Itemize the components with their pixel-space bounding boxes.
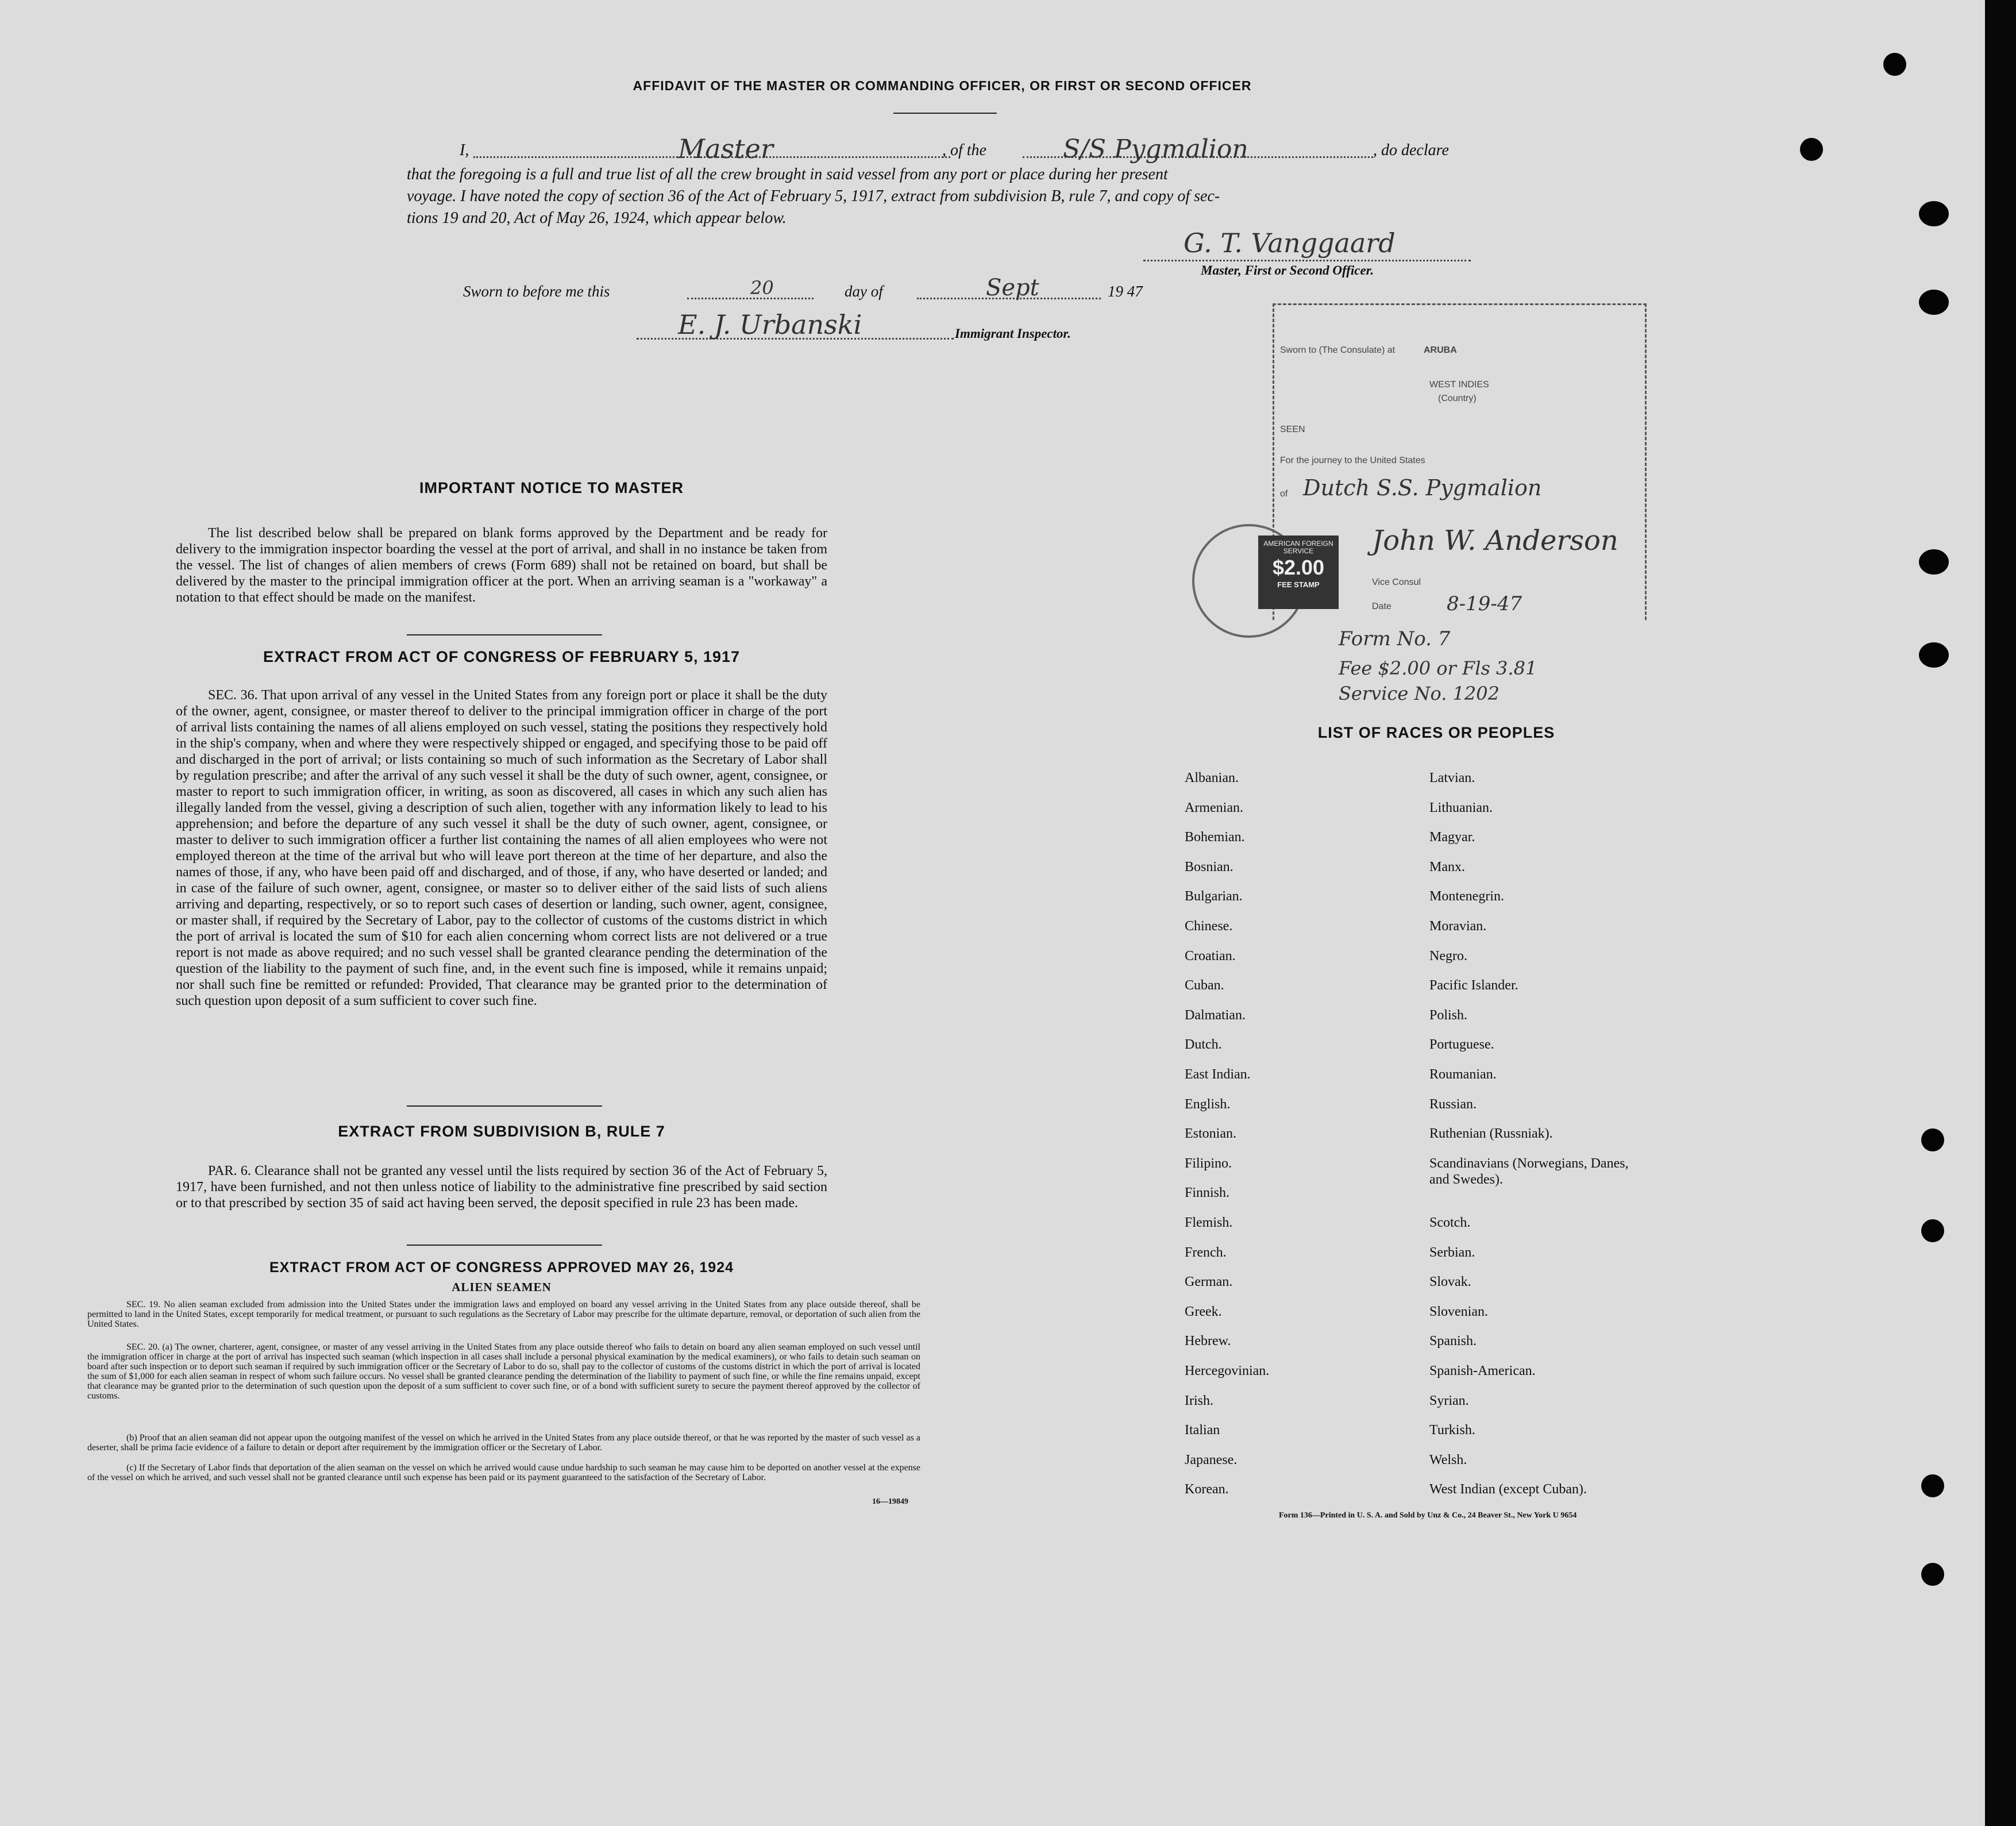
fee-stamp-bottom: FEE STAMP bbox=[1277, 580, 1320, 589]
affidavit-line2: that the foregoing is a full and true list of all the crew brought in said vessel from any port or place during her present bbox=[407, 165, 1168, 183]
fee-stamp bbox=[1258, 536, 1339, 609]
rule7-rule bbox=[407, 1245, 602, 1246]
notice-rule bbox=[407, 634, 602, 635]
stamp-vessel-handwritten: Dutch S.S. Pygmalion bbox=[1303, 475, 1542, 500]
binder-hole bbox=[1883, 53, 1906, 76]
binder-hole bbox=[1919, 201, 1949, 226]
consul-signature: John W. Anderson bbox=[1372, 525, 1618, 557]
extract-1917-rule bbox=[407, 1105, 602, 1107]
race-item: Dalmatian. bbox=[1185, 1008, 1246, 1023]
race-item: Syrian. bbox=[1429, 1393, 1469, 1408]
extract-1924-sec20c: (c) If the Secretary of Labor finds that deportation of the alien seaman on the vessel on which he arrived would cause undue hardship to such seaman he may cause him to be deported on another vessel at the expense of the vessel on which he arrived, and such vessel shall not be granted clearance until such expense has been paid or its payment guaranteed to the satisfaction of the Secretary of Labor. bbox=[87, 1463, 920, 1482]
affidavit-line4: tions 19 and 20, Act of May 26, 1924, which appear below. bbox=[407, 209, 787, 227]
binder-hole bbox=[1800, 138, 1823, 161]
race-item: English. bbox=[1185, 1097, 1231, 1112]
race-item: Roumanian. bbox=[1429, 1067, 1497, 1082]
extract-1917-title: EXTRACT FROM ACT OF CONGRESS OF FEBRUARY 5, 1917 bbox=[263, 648, 741, 665]
affidavit-line3: voyage. I have noted the copy of section 36 of the Act of February 5, 1917, extract from subdivision B, rule 7, and copy of sec- bbox=[407, 187, 1220, 205]
race-item: Albanian. bbox=[1185, 771, 1239, 785]
day-of-label: day of bbox=[845, 283, 883, 300]
race-item: Estonian. bbox=[1185, 1126, 1236, 1141]
title-rule bbox=[893, 113, 997, 114]
stamp-line-of: of bbox=[1280, 489, 1288, 499]
binder-hole bbox=[1919, 290, 1949, 315]
race-item: Hercegovinian. bbox=[1185, 1363, 1270, 1378]
binder-hole bbox=[1921, 1128, 1944, 1151]
stamp-line-vice-consul: Vice Consul bbox=[1372, 577, 1421, 587]
race-item: French. bbox=[1185, 1245, 1227, 1260]
form-code: 16—19849 bbox=[872, 1497, 908, 1506]
stamp-line-date: Date bbox=[1372, 602, 1391, 611]
race-item: Flemish. bbox=[1185, 1215, 1233, 1230]
binder-hole bbox=[1919, 549, 1949, 575]
race-item: Croatian. bbox=[1185, 949, 1236, 964]
extract-1917-text: SEC. 36. That upon arrival of any vessel in the United States from any foreign port or place it shall be the duty of the owner, agent, consignee, or master thereof to deliver to the principal immigration officer in charge of the port of arrival lists containing the names of all aliens employed on such vessel, stating the positions they respectively hold in the ship's company, when and where they were respectively shipped or engaged, and specifying those to be paid off and discharged in the port of arrival; or lists containing so much of such information as the Secretary of Labor shall by regulation prescribe; and after the arrival of any such vessel it shall be the duty of such owner, agent, consignee, or master to report to such immigration officer, in writing, as soon as discovered, all cases in which any such alien has illegally landed from the vessel, giving a description of such alien, together with any information likely to lead to his apprehension; and before the departure of any such vessel it shall be the duty of such owner, agent, consignee, or master to deliver to such immigration officer a further list containing the names of all alien employees who were not employed thereon at the time of the arrival but who will leave port thereon at the time of her departure, and also the names of those, if any, who have been paid off and discharged, and of those, if any, who have deserted or landed; and in case of the failure of such owner, agent, consignee, or master so to deliver either of the said lists of such aliens arriving and departing, respectively, or so to report such cases of desertion or landing, such owner, agent, consignee, or master shall, if required by the Secretary of Labor, pay to the collector of customs of the customs district in which the port of arrival is located the sum of $10 for each alien concerning whom correct lists are not delivered or a true report is not made as above required; and no such vessel shall be granted clearance pending the determination of the question of the liability to the payment of such fine, and, in the event such fine is imposed, while it remains unpaid; nor shall such fine be remitted or refunded: Provided, That clearance may be granted prior to the determination of such question upon deposit of a sum sufficient to cover such fine. bbox=[176, 688, 827, 1008]
scan-edge bbox=[1985, 0, 2016, 1826]
i-label: I, bbox=[460, 141, 469, 159]
sworn-month: Sept bbox=[986, 275, 1039, 301]
race-item: Russian. bbox=[1429, 1097, 1477, 1112]
sworn-prefix: Sworn to before me this bbox=[463, 283, 610, 300]
stamp-line-sworn: Sworn to (The Consulate) at bbox=[1280, 345, 1396, 355]
rule7-text: PAR. 6. Clearance shall not be granted any vessel until the lists required by section 36 of the Act of February 5, 1917, have been furnished, and not then unless notice of liability to the administrative fine prescribed by said section or to that prescribed by section 35 of said act having been served, the deposit specified in rule 23 has been made. bbox=[176, 1164, 827, 1211]
race-item: West Indian (except Cuban). bbox=[1429, 1482, 1587, 1497]
race-item: Pacific Islander. bbox=[1429, 978, 1518, 993]
race-item: Manx. bbox=[1429, 860, 1465, 875]
binder-hole bbox=[1921, 1474, 1944, 1497]
race-item: Welsh. bbox=[1429, 1453, 1467, 1467]
extract-1924-subtitle: ALIEN SEAMEN bbox=[452, 1280, 552, 1294]
master-caption: Master, First or Second Officer. bbox=[1201, 263, 1374, 278]
stamp-line-seen: SEEN bbox=[1280, 425, 1305, 434]
inspector-caption: Immigrant Inspector. bbox=[955, 326, 1071, 341]
race-item: Dutch. bbox=[1185, 1037, 1222, 1052]
of-the-label: , of the bbox=[942, 141, 986, 159]
race-item: Turkish. bbox=[1429, 1423, 1475, 1438]
inspector-signature: E. J. Urbanski bbox=[678, 309, 862, 340]
notice-title: IMPORTANT NOTICE TO MASTER bbox=[419, 479, 684, 496]
race-item: Italian bbox=[1185, 1423, 1220, 1438]
race-item: Scotch. bbox=[1429, 1215, 1471, 1230]
race-item: Magyar. bbox=[1429, 830, 1475, 845]
master-name-handwritten: Master bbox=[678, 133, 773, 164]
race-item: Hebrew. bbox=[1185, 1334, 1231, 1349]
hand-note-service: Service No. 1202 bbox=[1339, 683, 1500, 704]
binder-hole bbox=[1921, 1563, 1944, 1586]
stamp-date-handwritten: 8-19-47 bbox=[1447, 592, 1522, 615]
binder-hole bbox=[1919, 642, 1949, 668]
printer-footer: Form 136—Printed in U. S. A. and Sold by Unz & Co., 24 Beaver St., New York U 9654 bbox=[1279, 1511, 1577, 1520]
declare-label: , do declare bbox=[1373, 141, 1449, 159]
race-item: Bosnian. bbox=[1185, 860, 1234, 875]
fee-stamp-top: AMERICAN FOREIGN SERVICE bbox=[1263, 540, 1333, 555]
fee-stamp-value: $2.00 bbox=[1272, 556, 1325, 579]
race-item: Spanish-American. bbox=[1429, 1363, 1536, 1378]
stamp-line-place: ARUBA bbox=[1424, 345, 1457, 355]
race-item: Serbian. bbox=[1429, 1245, 1475, 1260]
extract-1924-sec19: SEC. 19. No alien seaman excluded from admission into the United States under the immigration laws and employed on board any vessel arriving in the United States from any place outside thereof, shall be permitted to land in the United States, except temporarily for medical treatment, or pursuant to such regulations as the Secretary of Labor may prescribe for the ultimate departure, removal, or deportation of such alien from the United States. bbox=[87, 1300, 920, 1329]
rule7-title: EXTRACT FROM SUBDIVISION B, RULE 7 bbox=[338, 1123, 665, 1140]
hand-note-fee: Fee $2.00 or Fls 3.81 bbox=[1339, 657, 1537, 679]
extract-1924-sec20b: (b) Proof that an alien seaman did not appear upon the outgoing manifest of the vessel on which he arrived in the United States from any place outside thereof, or that he was reported by the master of such vessel as a deserter, shall be prima facie evidence of a failure to detain or deport after requirement by the immigration officer or the Secretary of Labor. bbox=[87, 1433, 920, 1453]
race-item: Ruthenian (Russniak). bbox=[1429, 1126, 1553, 1141]
race-item: Bohemian. bbox=[1185, 830, 1245, 845]
race-item: Spanish. bbox=[1429, 1334, 1477, 1349]
race-item: Scandinavians (Norwegians, Danes, and Swedes). bbox=[1429, 1156, 1629, 1187]
hand-note-form: Form No. 7 bbox=[1339, 627, 1451, 650]
sworn-day: 20 bbox=[750, 277, 774, 299]
race-item: Bulgarian. bbox=[1185, 889, 1243, 904]
stamp-line-country-label: (Country) bbox=[1438, 394, 1477, 403]
race-item: Latvian. bbox=[1429, 771, 1475, 785]
race-item: Korean. bbox=[1185, 1482, 1229, 1497]
race-item: Finnish. bbox=[1185, 1185, 1230, 1200]
races-title: LIST OF RACES OR PEOPLES bbox=[1317, 724, 1555, 741]
race-item: Armenian. bbox=[1185, 800, 1243, 815]
vessel-name-handwritten: S/S Pygmalion bbox=[1063, 134, 1248, 164]
race-item: Cuban. bbox=[1185, 978, 1224, 993]
race-item: Chinese. bbox=[1185, 919, 1233, 934]
extract-1924-title: EXTRACT FROM ACT OF CONGRESS APPROVED MAY 26, 1924 bbox=[269, 1259, 734, 1276]
sworn-line bbox=[463, 275, 1181, 311]
race-item: Greek. bbox=[1185, 1304, 1222, 1319]
race-item: Portuguese. bbox=[1429, 1037, 1494, 1052]
race-item: Filipino. bbox=[1185, 1156, 1232, 1171]
extract-1924-sec20a: SEC. 20. (a) The owner, charterer, agent, consignee, or master of any vessel arriving in the United States from any place outside thereof who fails to detain on board any alien seaman employed on such vessel until the immigration officer in charge at the port of arrival has inspected such seaman (which inspection in all cases shall include a personal physical examination by the medical examiners), or who fails to detain such seaman on board after such inspection or to deport such seaman if required by such immigration officer or the Secretary of Labor to do so, shall pay to the collector of customs of the customs district in which the port of arrival is located the sum of $1,000 for each alien seaman in respect of whom such failure occurs. No vessel shall be granted clearance pending the determination of the liability to payment of such fine, or while the fine remains unpaid, except that clearance may be granted prior to the determination of such question upon the deposit of a sum sufficient to cover such fine, or of a bond with sufficient surety to secure the payment thereof approved by the collector of customs. bbox=[87, 1342, 920, 1401]
race-item: Slovak. bbox=[1429, 1274, 1471, 1289]
notice-text: The list described below shall be prepared on blank forms approved by the Department and be ready for delivery to the immigration inspector boarding the vessel at the port of arrival, and shall in no instance be taken from the vessel. The list of changes of alien members of crews (Form 689) shall not be retained on board, but shall be delivered by the master to the principal immigration officer at the port. When an arriving seaman is a "workaway" a notation to that effect should be made on the manifest. bbox=[176, 526, 827, 605]
stamp-line-journey: For the journey to the United States bbox=[1280, 456, 1425, 465]
race-item: Japanese. bbox=[1185, 1453, 1238, 1467]
sworn-year: 19 47 bbox=[1108, 283, 1143, 300]
affidavit-title: AFFIDAVIT OF THE MASTER OR COMMANDING OFFICER, OR FIRST OR SECOND OFFICER bbox=[633, 78, 1252, 93]
stamp-line-country: WEST INDIES bbox=[1429, 380, 1489, 390]
binder-hole bbox=[1921, 1219, 1944, 1242]
race-item: Moravian. bbox=[1429, 919, 1487, 934]
master-signature: G. T. Vanggaard bbox=[1184, 228, 1396, 259]
race-item: Polish. bbox=[1429, 1008, 1468, 1023]
race-item: Irish. bbox=[1185, 1393, 1213, 1408]
race-item: Montenegrin. bbox=[1429, 889, 1504, 904]
race-item: Lithuanian. bbox=[1429, 800, 1493, 815]
race-item: Slovenian. bbox=[1429, 1304, 1488, 1319]
race-item: Negro. bbox=[1429, 949, 1467, 964]
master-signature-line bbox=[1143, 260, 1471, 261]
race-item: German. bbox=[1185, 1274, 1233, 1289]
race-item: East Indian. bbox=[1185, 1067, 1251, 1082]
